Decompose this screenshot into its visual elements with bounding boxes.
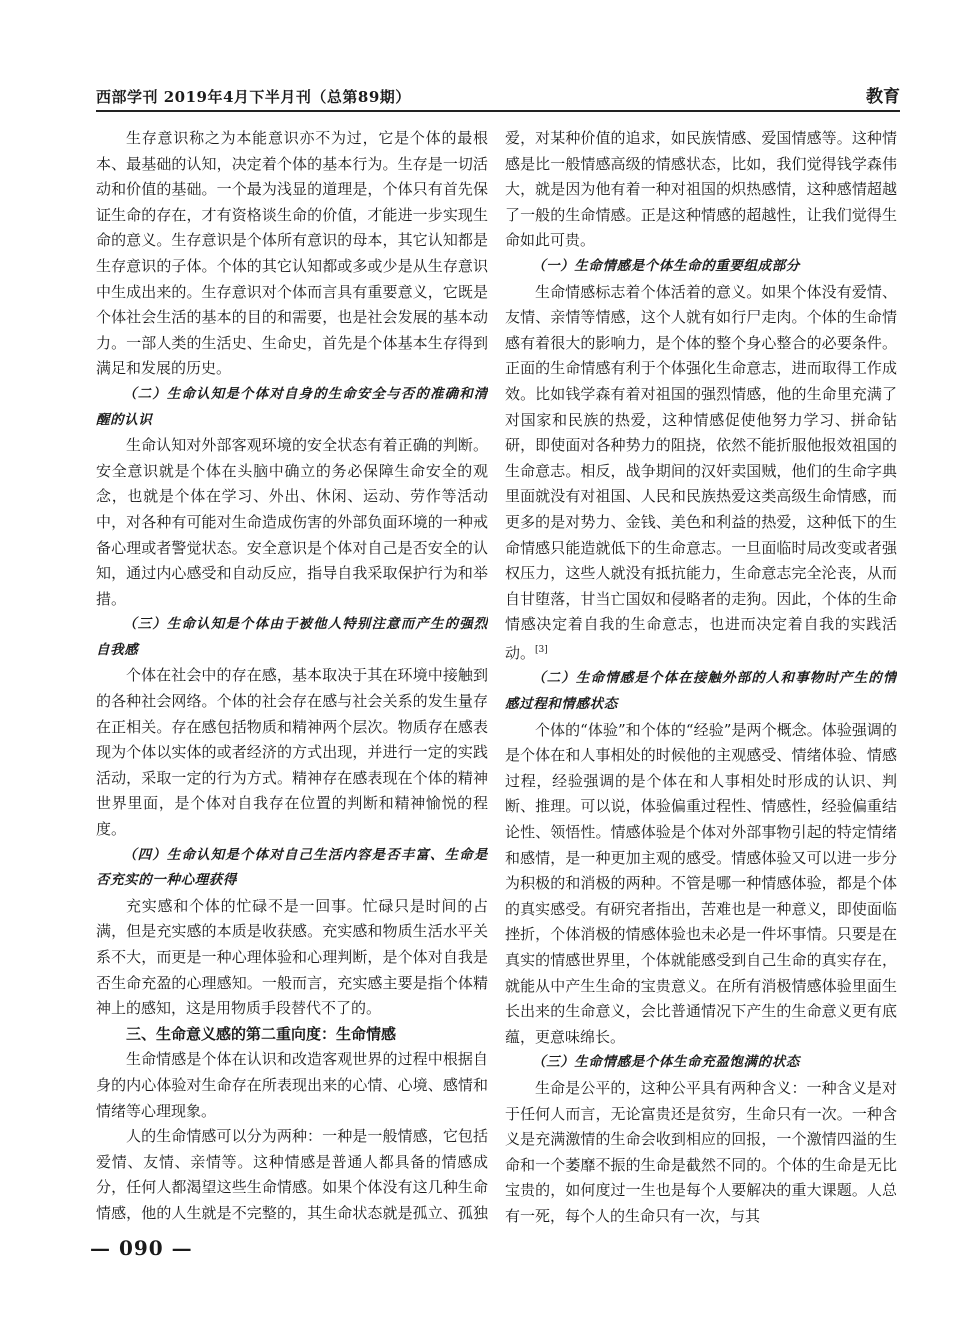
paragraph: 充实感和个体的忙碌不是一回事。忙碌只是时间的占满，但是充实感的本质是收获感。充实感和物质生活水平关系不大，而更是一种心理体验和心理判断，是个体对自我是否生命充盈的心理感知。一般而言，充实感主要是指个体精神上的感知，这是用物质手段替代不了的。 (96, 896, 488, 1018)
paragraph: 生命认知对外部客观环境的安全状态有着正确的判断。安全意识就是个体在头脑中确立的务必保障生命安全的观念，也就是个体在学习、外出、休闲、运动、劳作等活动中，对各种有可能对生命造成伤害的外部负面环境的一种戒备心理或者警觉状态。安全意识是个体对自己是否安全的认知，通过内心感受和自动反应，指导自我采取保护行为和举措。 (96, 436, 488, 608)
subsection-heading: （三）生命情感是个体生命充盈饱满的状态 (532, 1054, 800, 1071)
page-header (96, 84, 900, 112)
paragraph-continued: 爱，对某种价值的追求，如民族情感、爱国情感等。这种情感是比一般情感高级的情感状态，比如，我们觉得钱学森伟大，就是因为他有着一种对祖国的炽热感情，这种感情超越了一般的生命情感。正是这种情感的超越性，让我们觉得生命如此可贵。 (505, 129, 897, 250)
page-number: — 090 — (90, 1236, 193, 1260)
paragraph-text: 生命情感标志着个体活着的意义。如果个体没有爱情、友情、亲情等情感，这个人就有如行尸走肉。个体的生命情感有着很大的影响力，是个体的整个身心整合的必要条件。正面的生命情感有利于个体强化生命意志，进而取得工作成效。比如钱学森有着对祖国的强烈情感，他的生命里充满了对国家和民族的热爱，这种情感促使他努力学习、拼命钻研，即使面对各种势力的阻挠，依然不能折服他报效祖国的生命意志。相反，战争期间的汉奸卖国贼，他们的生命字典里面就没有对祖国、人民和民族热爱这类高级生命情感，而更多的是对势力、金钱、美色和利益的热爱，这种低下的生命情感只能造就低下的生命意志。一旦面临时局改变或者强权压力，这些人就没有抵抗能力，生命意志完全沦丧，从而自甘堕落，甘当亡国奴和侵略者的走狗。因此，个体的生命情感决定着自我的生命意志，也进而决定着自我的实践活动。 (505, 282, 897, 662)
subsection-heading: （一）生命情感是个体生命的重要组成部分 (532, 257, 800, 274)
subsection-heading: （二）生命认知是个体对自身的生命安全与否的准确和清醒的认识 (96, 385, 488, 428)
left-column (96, 126, 488, 1226)
section-label: 教育 (866, 87, 900, 107)
section-heading: 三、生命意义感的第二重向度：生命情感 (126, 1024, 397, 1043)
paragraph: 生命是公平的，这种公平具有两种含义：一种含义是对于任何人而言，无论富贵还是贫穷，生命只有一次。一种含义是充满激情的生命会收到相应的回报，一个激情四溢的生命和一个萎靡不振的生命是截然不同的。个体的生命是无比宝贵的，如何度过一生也是每个人要解决的重大课题。人总有一死，每个人的生命只有一次，与其 (505, 1078, 897, 1225)
paragraph: 个体的“体验”和个体的“经验”是两个概念。体验强调的是个体在和人事相处的时候他的主观感受、情绪体验、情感过程，经验强调的是个体在和人事相处时形成的认识、判断、推理。可以说，体验偏重过程性、情感性，经验偏重结论性、领悟性。情感体验是个体对外部事物引起的特定情绪和感情，是一种更加主观的感受。情感体验又可以进一步分为积极的和消极的两种。不管是哪一种情感体验，都是个体的真实感受。有研究者指出，苦难也是一种意义，即使面临挫折，个体消极的情感体验也未必是一件坏事情。只要是在真实的情感世界里，个体就能感受到自己生命的真实存在，就能从中产生生命的宝贵意义。在所有消极情感体验里面生长出来的生命意义，会比普通情况下产生的生命意义更有底蕴，更意味绵长。 (505, 720, 897, 1046)
journal-title: 西部学刊 2019年4月下半月刊（总第89期） (96, 88, 411, 106)
subsection-heading: （三）生命认知是个体由于被他人特别注意而产生的强烈自我感 (96, 616, 488, 658)
subsection-heading: （四）生命认知是个体对自己生活内容是否丰富、生命是否充实的一种心理获得 (96, 846, 488, 889)
paragraph: 个体在社会中的存在感，基本取决于其在环境中接触到的各种社会网络。个体的社会存在感与社会关系的发生量存在正相关。存在感包括物质和精神两个层次。物质存在感表现为个体以实体的或者经济的方式出现，并进行一定的实践活动，采取一定的行为方式。精神存在感表现在个体的精神世界里面，是个体对自我存在位置的判断和精神愉悦的程度。 (96, 666, 488, 839)
citation-ref[interactable]: [3] (535, 644, 548, 655)
paragraph: 生存意识称之为本能意识亦不为过，它是个体的最根本、最基础的认知，决定着个体的基本行为。生存是一切活动和价值的基础。一个最为浅显的道理是，个体只有首先保证生命的存在，才有资格谈生命的价值，才能进一步实现生命的意义。生存意识是个体所有意识的母本，其它认知都是生存意识的子体。个体的其它认知都或多或少是从生存意识中生成出来的。生存意识对个体而言具有重要意义，它既是个体社会生活的基本的目的和需要，也是社会发展的基本动力。一部人类的生活史、生命史，首先是个体基本生存得到满足和发展的历史。 (96, 129, 488, 378)
paragraph: 人的生命情感可以分为两种：一种是一般情感，它包括爱情、友情、亲情等。这种情感是普通人都具备的情感成分，任何人都渴望这些生命情感。如果个体没有这几种生命情感，他的人生就是不完整的，其生命状态就是孤立、孤独 (96, 1127, 488, 1222)
paragraph: 生命情感是个体在认识和改造客观世界的过程中根据自身的内心体验对生命存在所表现出来的心情、心境、感情和情绪等心理现象。 (96, 1050, 488, 1120)
paragraph (505, 280, 897, 667)
right-column (505, 126, 897, 1226)
subsection-heading: （二）生命情感是个体在接触外部的人和事物时产生的情感过程和情感状态 (505, 670, 897, 713)
